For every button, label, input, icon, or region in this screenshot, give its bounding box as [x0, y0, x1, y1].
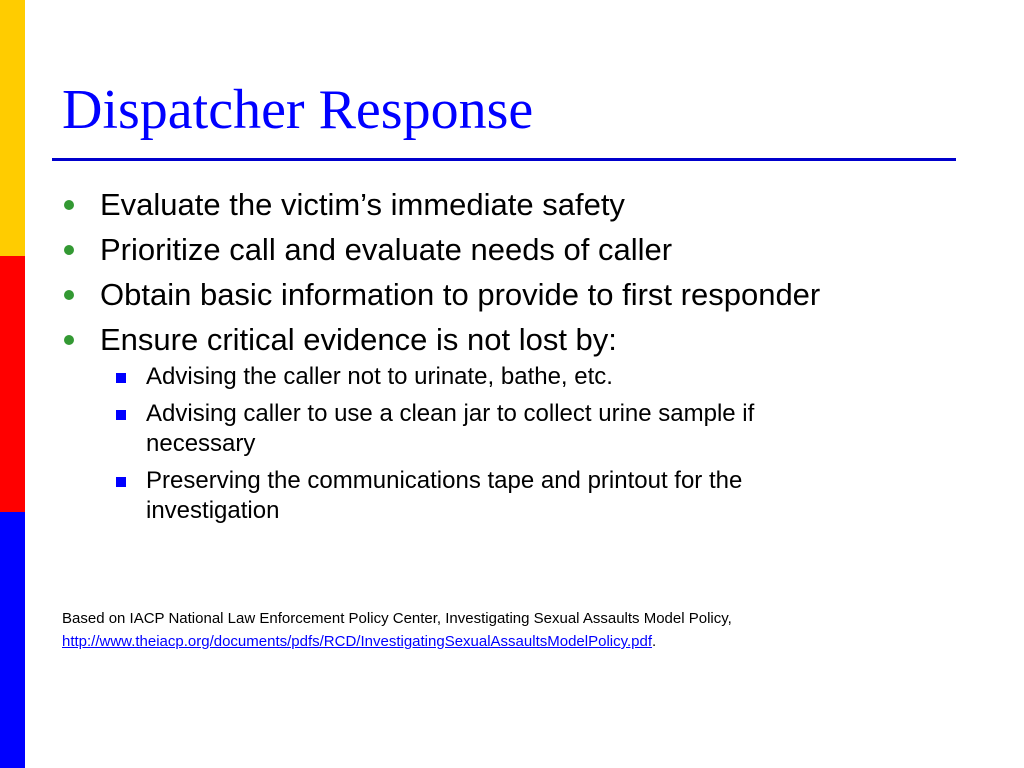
- sub-bullet-group: [62, 362, 962, 526]
- slide-title: Dispatcher Response: [62, 79, 534, 141]
- side-bar-yellow: [0, 0, 25, 256]
- square-bullet-icon: [116, 373, 126, 383]
- round-bullet-icon: [64, 335, 74, 345]
- round-bullet-icon: [64, 245, 74, 255]
- round-bullet-icon: [64, 200, 74, 210]
- round-bullet-icon: [64, 290, 74, 300]
- square-bullet-icon: [116, 410, 126, 420]
- source-link[interactable]: http://www.theiacp.org/documents/pdfs/RCD/InvestigatingSexualAssaultsModelPolicy.pdf: [62, 633, 653, 650]
- source-suffix: .: [652, 633, 657, 650]
- side-bar-red: [0, 256, 25, 512]
- source-text: Based on IACP National Law Enforcement Policy Center, Investigating Sexual Assaults Model Policy,: [62, 610, 732, 627]
- square-bullet-icon: [116, 477, 126, 487]
- sub-bullet-text: Preserving the communications tape and printout for the investigation: [146, 467, 743, 524]
- sub-bullet-item: [62, 466, 866, 526]
- bullet-list: [62, 182, 962, 533]
- sub-bullet-list: [62, 362, 962, 526]
- bullet-text: Prioritize call and evaluate needs of caller: [100, 232, 673, 267]
- title-underline-rule: [52, 158, 956, 161]
- sub-bullet-item: [62, 362, 866, 392]
- side-bar-blue: [0, 512, 25, 768]
- bullet-item: [62, 317, 962, 362]
- sub-bullet-item: [62, 399, 866, 459]
- bullet-item: [62, 272, 962, 317]
- bullet-text: Ensure critical evidence is not lost by:: [100, 322, 617, 357]
- source-link-line: [62, 630, 732, 653]
- bullet-item: [62, 182, 962, 227]
- bullet-text: Evaluate the victim’s immediate safety: [100, 187, 625, 222]
- sub-bullet-text: Advising caller to use a clean jar to collect urine sample if necessary: [146, 400, 755, 457]
- source-citation: [62, 607, 732, 653]
- sub-bullet-text: Advising the caller not to urinate, bathe, etc.: [146, 363, 613, 390]
- bullet-text: Obtain basic information to provide to first responder: [100, 277, 821, 312]
- bullet-item: [62, 227, 962, 272]
